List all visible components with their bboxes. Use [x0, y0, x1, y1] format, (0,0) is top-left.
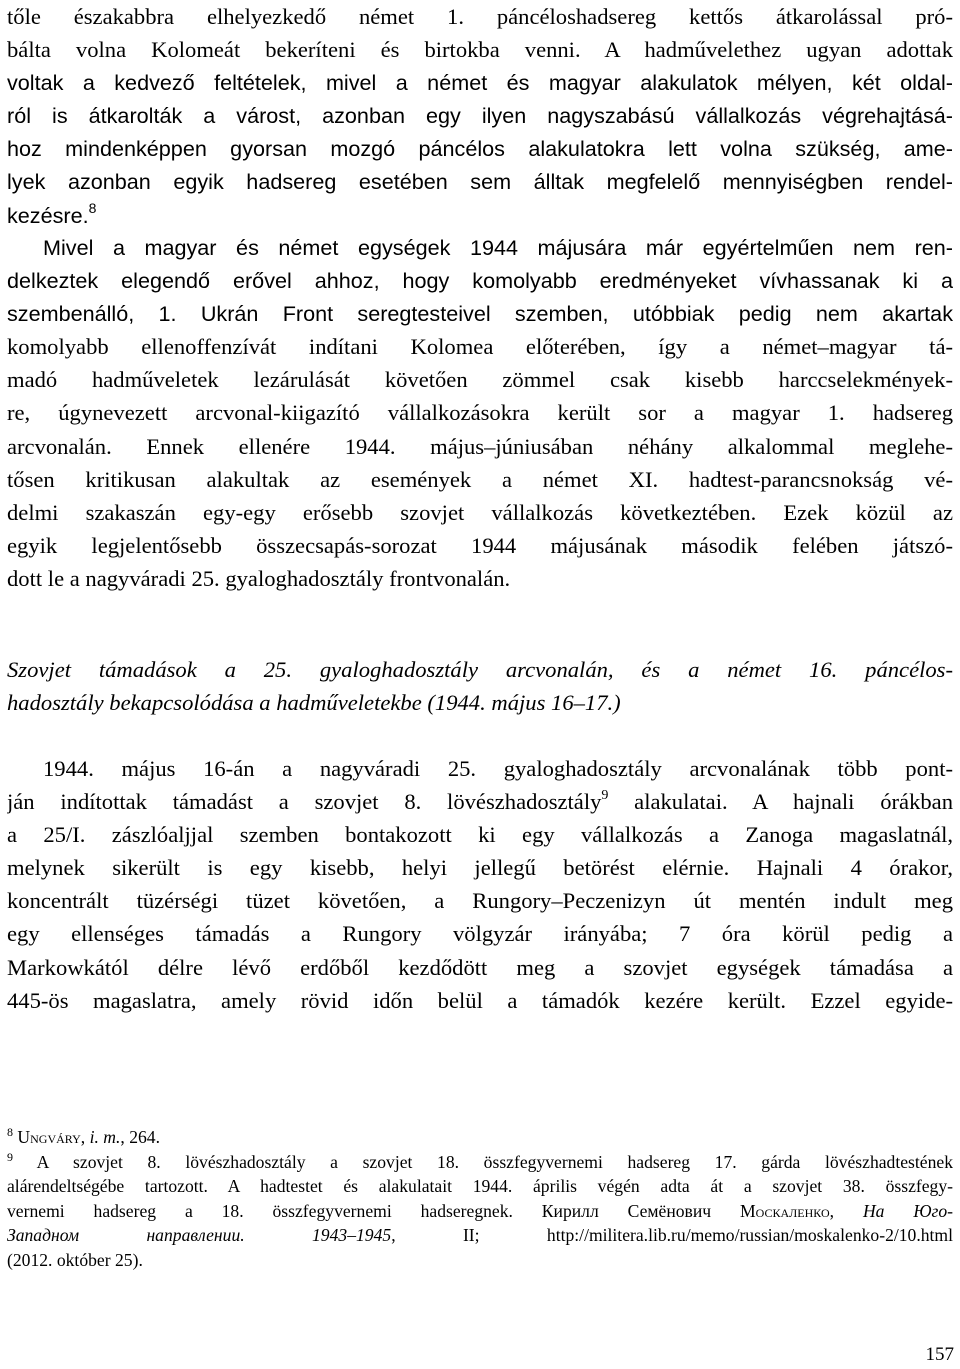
footnote-italic: i. m.	[89, 1127, 121, 1147]
footnote-author: Ungváry	[17, 1127, 81, 1147]
footnote-number: 8	[7, 1125, 13, 1139]
section-heading	[7, 653, 953, 720]
page-number: 157	[925, 1344, 954, 1365]
text-line: a 25/I. zászlóaljjal szemben bontakozott ki egy vállalkozás a Zanoga magaslatnál,	[7, 822, 953, 848]
text-line: egyik legjelentősebb összecsapás-sorozat 1944 májusának második felében játszó-	[7, 532, 953, 558]
text-segment: ján indítottak támadást a szovjet 8. lövészhadosztály	[7, 789, 602, 815]
heading-line: Szovjet támadások a 25. gyaloghadosztály arcvonalán, és a német 16. páncélos-	[7, 657, 953, 682]
text-line: delmi szakaszán egy-egy erősebb szovjet vállalkozás következtében. Ezek közül az	[7, 499, 953, 525]
paragraph-2	[7, 231, 953, 595]
text-line: melynek sikerült is egy kisebb, helyi jellegű betörést elérnie. Hajnali 4 órakor,	[7, 855, 953, 881]
footnote-text-line	[7, 1223, 953, 1248]
text-line: bálta volna Kolomeát bekeríteni és birtokba venni. A hadművelethez ugyan adottak	[7, 37, 953, 63]
text-line: hoz mindenképpen gyorsan mozgó páncélos alakulatokra lett volna szükség, ame-	[7, 136, 953, 162]
text-line: voltak a kedvező feltételek, mivel a német és magyar alakulatok mélyen, két oldal-	[7, 70, 953, 96]
text-line: tősen kritikusan alakultak az események a német XI. hadtest-parancsnokság vé-	[7, 466, 953, 492]
text-line: komolyabb ellenoffenzívát indítani Kolomea előterében, így a német–magyar tá-	[7, 334, 953, 360]
footnote-author: Москаленко	[740, 1200, 830, 1221]
text-line: delkeztek elegendő erővel ahhoz, hogy komolyabb eredményeket vívhassanak ki a	[7, 268, 953, 294]
footnote-text-line	[7, 1199, 953, 1224]
footnote-text: vernemi hadsereg a 18. összfegyvernemi hadseregnek. Кирилл Семёнович	[7, 1200, 740, 1221]
text-line: arcvonalán. Ennek ellenére 1944. május–júniusában néhány alkalommal meglehe-	[7, 433, 953, 459]
text-line: re, úgynevezett arcvonal-kiigazító vállalkozásokra került sor a magyar 1. hadsereg	[7, 400, 953, 426]
heading-line: hadosztály bekapcsolódása a hadműveletekbe (1944. május 16–17.)	[7, 690, 621, 716]
footnote-ref-8: 8	[88, 199, 97, 216]
text-line: tőle északabbra elhelyezkedő német 1. páncéloshadsereg kettős átkarolással pró-	[7, 4, 953, 29]
text-line	[7, 785, 953, 818]
text-segment: alakulatai. A hajnali órákban	[608, 789, 953, 815]
footnote-text: A szovjet 8. lövészhadosztály a szovjet 18. összfegyvernemi hadsereg 17. gárda lövészhadtestének	[36, 1151, 953, 1172]
footnote-text: , 264.	[120, 1127, 160, 1147]
footnote-italic: Западном направлении. 1943–1945	[7, 1225, 392, 1245]
text-line: Mivel a magyar és német egységek 1944 májusára már egyértelműen nem ren-	[43, 235, 953, 260]
text-line: 445-ös magaslatra, amely rövid időn belül a támadók kezére került. Ezzel egyide-	[7, 987, 953, 1013]
footnote-text-line: (2012. október 25).	[7, 1249, 143, 1270]
footnotes	[7, 1125, 953, 1272]
text-segment: kezésre.	[7, 202, 89, 228]
paragraph-3	[7, 752, 953, 1017]
footnote-number: 9	[7, 1149, 13, 1164]
text-line: dott le a nagyváradi 25. gyaloghadosztály frontvonalán.	[7, 565, 511, 591]
footnote-8	[7, 1125, 953, 1150]
footnote-text-line: alárendeltségébe tartozott. A hadtestet és alakulatait 1944. április végén adta át a szovjet 38. összfegy-	[7, 1176, 953, 1196]
footnote-link: , II; http://militera.lib.ru/memo/russian/moskalenko-2/10.html	[391, 1225, 953, 1245]
text-line: egy ellenséges támadás a Rungory völgyzár irányába; 7 óra körül pedig a	[7, 921, 953, 947]
text-line: 1944. május 16-án a nagyváradi 25. gyaloghadosztály arcvonalának több pont-	[43, 756, 953, 781]
footnote-text: ,	[829, 1200, 863, 1221]
text-line: Markowkától délre lévő erdőből kezdődött meg a szovjet egységek támadása a	[7, 954, 953, 980]
text-line: lyek azonban egyik hadsereg esetében sem álltak megfelelő mennyiségben rendel-	[7, 169, 953, 195]
footnote-ref-9: 9	[601, 788, 609, 804]
text-line	[7, 199, 953, 232]
footnote-italic: На Юго-	[862, 1200, 953, 1221]
text-line: ról is átkarolták a várost, azonban egy ilyen nagyszabású vállalkozás végrehajtásá-	[7, 103, 953, 129]
footnote-text: ,	[80, 1127, 90, 1147]
text-line: szembenálló, 1. Ukrán Front seregtesteivel szemben, utóbbiak pedig nem akartak	[7, 301, 953, 327]
paragraph-1	[7, 0, 953, 232]
text-line: madó hadműveletek lezárulását követően zömmel csak kisebb harccselekmények-	[7, 367, 953, 393]
text-line: koncentrált tüzérségi tüzet követően, a Rungory–Peczenizyn út mentén indult meg	[7, 888, 953, 914]
footnote-9	[7, 1150, 953, 1175]
